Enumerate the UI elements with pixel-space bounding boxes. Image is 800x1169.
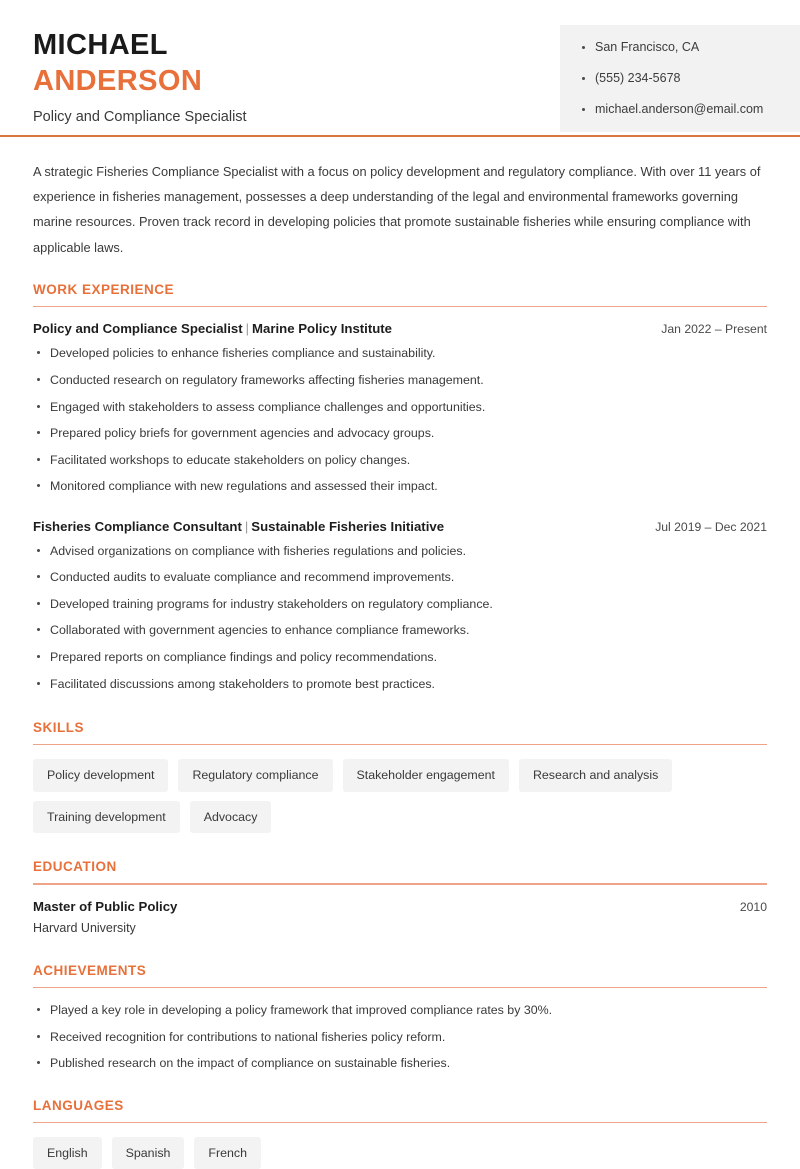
section-achievements	[33, 963, 767, 1072]
contact-email-text: michael.anderson@email.com	[595, 102, 763, 116]
resume-header	[0, 0, 800, 137]
education-year: 2010	[740, 900, 767, 914]
experience-role: Policy and Compliance Specialist	[33, 321, 243, 336]
achievements-list	[33, 1002, 767, 1071]
skill-pill: Research and analysis	[519, 759, 672, 791]
experience-entry	[33, 321, 767, 494]
contact-item-email[interactable]	[582, 103, 782, 117]
language-pill: French	[194, 1137, 261, 1169]
identity-block	[0, 22, 247, 125]
header-divider	[0, 135, 800, 137]
experience-bullet: Monitored compliance with new regulations and assessed their impact.	[33, 478, 767, 494]
education-degree: Master of Public Policy	[33, 899, 177, 914]
first-name: MICHAEL	[33, 28, 247, 64]
skill-pill: Policy development	[33, 759, 168, 791]
section-title-languages: LANGUAGES	[33, 1098, 767, 1113]
experience-entry	[33, 519, 767, 692]
language-pill: Spanish	[112, 1137, 185, 1169]
experience-heading	[33, 519, 444, 534]
contact-item-location	[582, 41, 782, 55]
section-divider	[33, 1122, 767, 1124]
experience-bullet: Facilitated discussions among stakeholders to promote best practices.	[33, 676, 767, 692]
contact-list	[582, 41, 782, 116]
section-divider	[33, 987, 767, 989]
section-divider	[33, 744, 767, 746]
section-work-experience	[33, 282, 767, 692]
skill-pill: Training development	[33, 801, 180, 833]
experience-heading	[33, 321, 392, 336]
experience-organization: Marine Policy Institute	[252, 321, 392, 336]
resume-body	[0, 137, 800, 1169]
education-entry	[33, 899, 767, 935]
experience-bullets	[33, 543, 767, 692]
skill-pill: Regulatory compliance	[178, 759, 332, 791]
experience-bullet: Advised organizations on compliance with fisheries regulations and policies.	[33, 543, 767, 559]
achievement-bullet: Published research on the impact of compliance on sustainable fisheries.	[33, 1055, 767, 1071]
section-title-skills: SKILLS	[33, 720, 767, 735]
languages-list	[33, 1137, 767, 1169]
experience-entry-header	[33, 321, 767, 336]
experience-role: Fisheries Compliance Consultant	[33, 519, 242, 534]
education-entry-header	[33, 899, 767, 914]
skill-pill: Stakeholder engagement	[343, 759, 509, 791]
experience-bullet: Conducted research on regulatory frameworks affecting fisheries management.	[33, 372, 767, 388]
section-divider	[33, 306, 767, 308]
experience-date: Jan 2022 – Present	[647, 322, 767, 336]
professional-title: Policy and Compliance Specialist	[33, 109, 247, 125]
achievement-bullet: Received recognition for contributions to national fisheries policy reform.	[33, 1029, 767, 1045]
experience-bullet: Prepared policy briefs for government agencies and advocacy groups.	[33, 425, 767, 441]
experience-bullets	[33, 345, 767, 494]
experience-date: Jul 2019 – Dec 2021	[641, 520, 767, 534]
section-divider	[33, 883, 767, 885]
experience-bullet: Engaged with stakeholders to assess compliance challenges and opportunities.	[33, 399, 767, 415]
contact-phone-text: (555) 234-5678	[595, 71, 680, 85]
section-title-work-experience: WORK EXPERIENCE	[33, 282, 767, 297]
experience-organization: Sustainable Fisheries Initiative	[251, 519, 444, 534]
section-skills	[33, 720, 767, 833]
education-school: Harvard University	[33, 921, 767, 935]
contact-panel	[560, 25, 800, 132]
professional-summary: A strategic Fisheries Compliance Specialist with a focus on policy development and regulatory compliance. With over 11 years of experience in fisheries management, possesses a deep understanding of the legal and environmental frameworks governing marine resources. Proven track record in developing policies that promote sustainable fisheries while ensuring compliance with applicable laws.	[33, 137, 767, 260]
experience-bullet: Developed training programs for industry stakeholders on regulatory compliance.	[33, 596, 767, 612]
experience-separator: |	[243, 321, 252, 336]
skills-list	[33, 759, 767, 833]
section-languages	[33, 1098, 767, 1169]
experience-separator: |	[242, 519, 251, 534]
experience-bullet: Collaborated with government agencies to enhance compliance frameworks.	[33, 622, 767, 638]
experience-bullet: Developed policies to enhance fisheries compliance and sustainability.	[33, 345, 767, 361]
contact-location-text: San Francisco, CA	[595, 40, 699, 54]
experience-bullet: Prepared reports on compliance findings and policy recommendations.	[33, 649, 767, 665]
skill-pill: Advocacy	[190, 801, 272, 833]
section-education	[33, 859, 767, 935]
experience-bullet: Facilitated workshops to educate stakeholders on policy changes.	[33, 452, 767, 468]
section-title-achievements: ACHIEVEMENTS	[33, 963, 767, 978]
last-name: ANDERSON	[33, 64, 247, 100]
achievement-bullet: Played a key role in developing a policy framework that improved compliance rates by 30%.	[33, 1002, 767, 1018]
contact-item-phone[interactable]	[582, 72, 782, 86]
language-pill: English	[33, 1137, 102, 1169]
experience-entry-header	[33, 519, 767, 534]
section-title-education: EDUCATION	[33, 859, 767, 874]
experience-bullet: Conducted audits to evaluate compliance and recommend improvements.	[33, 569, 767, 585]
